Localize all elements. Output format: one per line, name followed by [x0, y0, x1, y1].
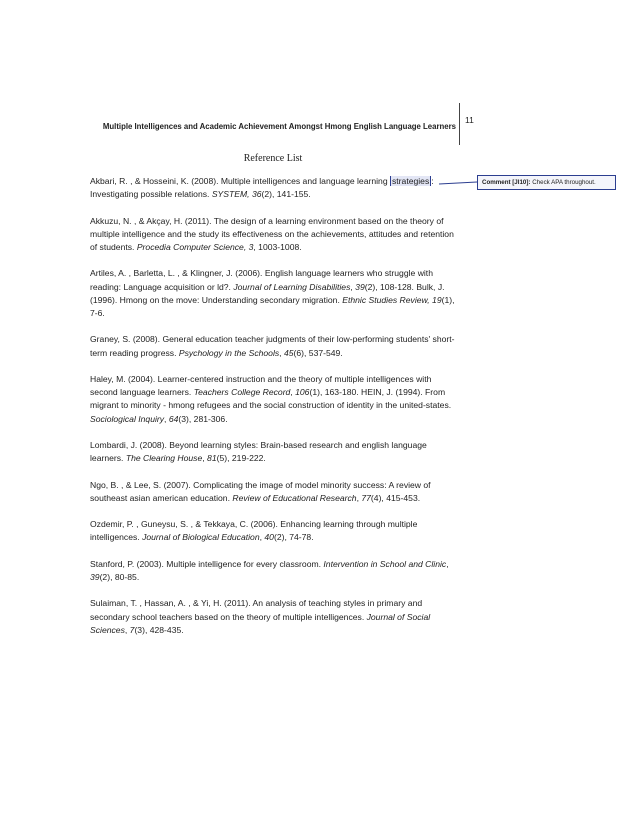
italic-text: 81 [207, 453, 217, 464]
reference-text: (3), 281-306. [178, 413, 228, 424]
reference-text: Haley, M. (2004). Learner-centered instruction and the theory of multiple intelligences with second language learners. [90, 373, 432, 398]
italic-text: 40 [264, 532, 274, 543]
reference-list-title: Reference List [243, 153, 303, 164]
reference-entry [90, 175, 460, 201]
italic-text: Journal of Biological Education [142, 532, 260, 543]
reference-text: : Investigating possible relations. [90, 176, 434, 200]
italic-text: Procedia Computer Science, 3 [136, 242, 254, 252]
reference-text: Ozdemir, P. , Guneysu, S. , & Tekkaya, C. (2006). Enhancing learning through multiple intelligences. [90, 519, 418, 543]
reference-entry [90, 373, 460, 426]
reference-text: Artiles, A. , Barletta, L. , & Klingner, J. (2006). English language learners who struggle with reading: Language acquisition or ld?. [90, 268, 433, 292]
italic-text: 77 [361, 492, 371, 503]
reference-entry [90, 333, 460, 359]
reference-text: , [446, 558, 449, 569]
reference-text: , [290, 387, 296, 398]
header-margin-line [459, 103, 460, 145]
reference-entry [90, 439, 460, 465]
reference-text: (2), 141-155. [261, 189, 311, 200]
reference-text: Akbari, R. , & Hosseini, K. (2008). Multiple intelligences and language learning [90, 176, 390, 186]
italic-text: Teachers College Record [193, 387, 291, 398]
reference-text: (5), 219-222. [216, 453, 266, 464]
reference-text: (1), 163-180. HEIN, J. (1994). From migrant to minority - hmong refugees and the social construction of identity in the united-states. [90, 387, 452, 411]
reference-entry [90, 518, 460, 544]
reference-text: Ngo, B. , & Lee, S. (2007). Complicating the image of model minority success: A review of southeast asian american education. [90, 479, 431, 503]
reference-text: Stanford, P. (2003). Multiple intelligence for every classroom. [90, 558, 324, 569]
italic-text: Journal of Social Sciences [90, 611, 431, 635]
reference-entry [90, 479, 460, 505]
highlighted-text[interactable]: strategies [392, 176, 430, 186]
reference-text: (6), 537-549. [293, 347, 343, 358]
reference-text: , [350, 281, 356, 292]
reference-text: , [124, 624, 130, 635]
italic-text: The Clearing House [125, 453, 203, 464]
comment-balloon[interactable] [477, 175, 616, 190]
italic-text: 45 [283, 347, 294, 358]
reference-text: (1), 7-6. [90, 294, 455, 318]
reference-entry [90, 558, 460, 584]
running-head: Multiple Intelligences and Academic Achievement Amongst Hmong English Language Learners [102, 122, 456, 131]
reference-text: , [202, 453, 208, 464]
italic-text: 39 [90, 571, 100, 582]
italic-text: Review of Educational Research [232, 492, 357, 503]
reference-text: Graney, S. (2008). General education teacher judgments of their low-performing students' short-term reading progress. [90, 334, 455, 358]
italic-text: Psychology in the Schools [178, 347, 280, 358]
comment-label: Comment [JI10]: [482, 179, 531, 186]
italic-text: Intervention in School and Clinic [323, 558, 447, 569]
reference-text: , [279, 347, 284, 358]
reference-text: Sulaiman, T. , Hassan, A. , & Yi, H. (2011). An analysis of teaching styles in primary and secondary school teachers based on the theory of multiple intelligences. [90, 598, 423, 622]
reference-text: , 1003-1008. [253, 242, 302, 252]
reference-text: Akkuzu, N. , & Akçay, H. (2011). The design of a learning environment based on the theory of multiple intelligence and the study its effectiveness on the achievements, attitudes and retention of students. [90, 215, 454, 252]
reference-entry [90, 597, 460, 637]
italic-text: Sociological Inquiry [90, 413, 165, 424]
reference-list [90, 175, 460, 650]
italic-text: SYSTEM, 36 [211, 189, 262, 200]
italic-text: 64 [168, 413, 179, 424]
reference-entry [90, 215, 460, 255]
reference-text: (2), 108-128. Bulk, J. (1996). Hmong on the move: Understanding secondary migration. [90, 281, 445, 305]
page-number: 11 [465, 115, 474, 125]
reference-text: , [164, 413, 169, 424]
reference-text: , [356, 492, 362, 503]
italic-text: 39 [355, 281, 365, 292]
italic-text: 106 [295, 387, 310, 398]
reference-text: (2), 80-85. [99, 571, 140, 582]
reference-text: (2), 74-78. [273, 532, 314, 543]
italic-text: Ethnic Studies Review, 19 [342, 294, 442, 305]
reference-entry [90, 267, 460, 320]
reference-text: , [259, 532, 265, 543]
italic-text: 7 [129, 624, 135, 635]
italic-text: Journal of Learning Disabilities [233, 281, 351, 292]
reference-text: (3), 428-435. [134, 624, 184, 635]
reference-text: Lombardi, J. (2008). Beyond learning styles: Brain-based research and english language learners. [90, 439, 427, 464]
reference-text: (4), 415-453. [370, 492, 421, 503]
comment-text: Check APA throughout. [532, 179, 596, 186]
